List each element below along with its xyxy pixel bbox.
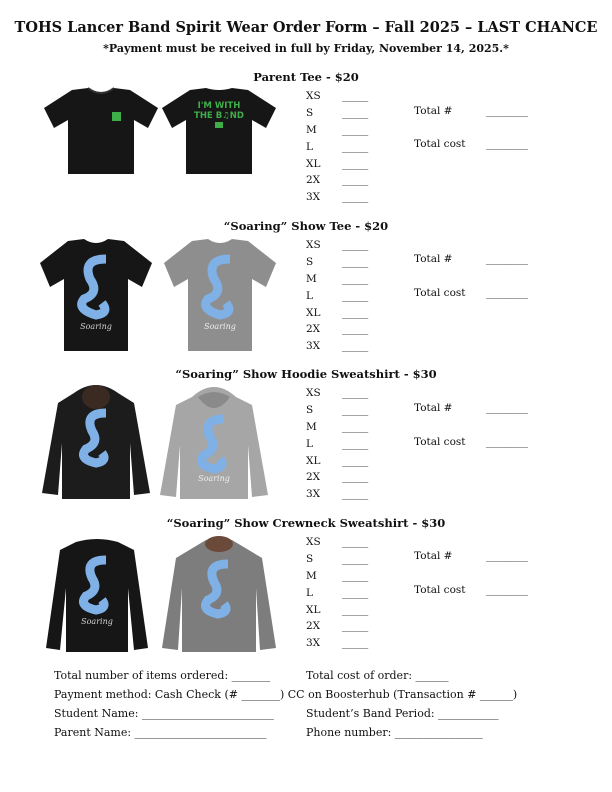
total-qty xyxy=(414,550,528,562)
total-cost-field[interactable]: ________ xyxy=(486,138,528,150)
lancer-logo-icon xyxy=(112,112,121,121)
size-label: XL xyxy=(306,306,321,319)
soaring-hoodie-gray-image xyxy=(158,383,270,501)
size-row-xl xyxy=(306,155,382,172)
total-cost-field[interactable]: ________ xyxy=(486,287,528,299)
size-quantity-field[interactable]: _____ xyxy=(342,174,369,187)
soaring-art-text: Soaring xyxy=(198,474,230,483)
size-list xyxy=(306,534,382,652)
product-title: Parent Tee - $20 xyxy=(253,70,359,84)
size-list xyxy=(306,385,382,503)
size-label: L xyxy=(306,140,313,153)
size-quantity-field[interactable]: _____ xyxy=(342,553,369,566)
size-row-s xyxy=(306,105,382,122)
size-row-3x xyxy=(306,635,382,652)
product-soaring-crewneck xyxy=(0,516,612,666)
total-cost-label: Total cost xyxy=(414,138,466,150)
size-label: 2X xyxy=(306,174,321,187)
size-label: 3X xyxy=(306,488,321,501)
size-quantity-field[interactable]: _____ xyxy=(342,289,369,302)
size-quantity-field[interactable]: _____ xyxy=(342,140,369,153)
size-quantity-field[interactable]: _____ xyxy=(342,637,369,650)
size-label: 2X xyxy=(306,620,321,633)
size-row-xl xyxy=(306,304,382,321)
size-label: XL xyxy=(306,603,321,616)
soaring-art-text: Soaring xyxy=(80,322,112,331)
size-row-2x xyxy=(306,618,382,635)
size-quantity-field[interactable]: _____ xyxy=(342,90,369,103)
size-label: XS xyxy=(306,536,321,549)
size-label: S xyxy=(306,107,314,120)
soaring-crewneck-gray-image xyxy=(160,536,278,654)
size-label: S xyxy=(306,256,314,269)
size-quantity-field[interactable]: _____ xyxy=(342,454,369,467)
total-cost-field[interactable]: ________ xyxy=(486,436,528,448)
size-row-xs xyxy=(306,534,382,551)
size-row-xl xyxy=(306,601,382,618)
soaring-art-text: Soaring xyxy=(81,617,113,626)
total-qty xyxy=(414,105,528,117)
size-row-3x xyxy=(306,189,382,206)
size-label: XS xyxy=(306,239,321,252)
size-label: L xyxy=(306,586,313,599)
total-qty-field[interactable]: ________ xyxy=(486,550,528,562)
soaring-tee-gray-image xyxy=(162,237,278,353)
product-title: “Soaring” Show Crewneck Sweatshirt - $30 xyxy=(166,516,446,530)
total-cost-label: Total cost xyxy=(414,287,466,299)
product-parent-tee xyxy=(0,70,612,220)
size-row-l xyxy=(306,138,382,155)
total-cost-field[interactable]: ________ xyxy=(486,584,528,596)
form-title: TOHS Lancer Band Spirit Wear Order Form – Fall 2025 – LAST CHANCE xyxy=(14,19,598,36)
total-qty xyxy=(414,253,528,265)
size-quantity-field[interactable]: _____ xyxy=(342,272,369,285)
total-qty-label: Total # xyxy=(414,105,453,117)
size-row-2x xyxy=(306,321,382,338)
size-quantity-field[interactable]: _____ xyxy=(342,387,369,400)
size-row-xs xyxy=(306,88,382,105)
payment-deadline-note: *Payment must be received in full by Friday, November 14, 2025.* xyxy=(103,42,509,55)
soaring-tee-black-image xyxy=(38,237,154,353)
total-cost-label: Total cost xyxy=(414,436,466,448)
total-cost xyxy=(414,138,528,150)
size-quantity-field[interactable]: _____ xyxy=(342,239,369,252)
back-print-line-1: I'M WITH xyxy=(197,101,241,111)
size-label: S xyxy=(306,404,314,417)
size-quantity-field[interactable]: _____ xyxy=(342,437,369,450)
size-row-l xyxy=(306,435,382,452)
size-label: M xyxy=(306,420,317,433)
total-qty-field[interactable]: ________ xyxy=(486,105,528,117)
size-row-s xyxy=(306,402,382,419)
total-cost xyxy=(414,436,528,448)
size-quantity-field[interactable]: _____ xyxy=(342,420,369,433)
total-qty-field[interactable]: ________ xyxy=(486,253,528,265)
product-title: “Soaring” Show Hoodie Sweatshirt - $30 xyxy=(175,367,437,381)
size-row-m xyxy=(306,568,382,585)
size-row-xs xyxy=(306,385,382,402)
total-qty xyxy=(414,402,528,414)
size-row-m xyxy=(306,122,382,139)
total-cost xyxy=(414,584,528,596)
size-quantity-field[interactable]: _____ xyxy=(342,157,369,170)
size-label: XL xyxy=(306,157,321,170)
size-row-s xyxy=(306,551,382,568)
total-cost xyxy=(414,287,528,299)
product-title: “Soaring” Show Tee - $20 xyxy=(223,219,389,233)
size-quantity-field[interactable]: _____ xyxy=(342,488,369,501)
phone-number-field[interactable]: Phone number: ________________ xyxy=(306,726,483,739)
size-label: XL xyxy=(306,454,321,467)
parent-tee-front-image xyxy=(42,86,160,176)
size-label: 2X xyxy=(306,323,321,336)
product-soaring-hoodie xyxy=(0,367,612,517)
size-quantity-field[interactable]: _____ xyxy=(342,603,369,616)
size-label: M xyxy=(306,569,317,582)
size-quantity-field[interactable]: _____ xyxy=(342,569,369,582)
size-label: L xyxy=(306,289,313,302)
size-quantity-field[interactable]: _____ xyxy=(342,620,369,633)
size-quantity-field[interactable]: _____ xyxy=(342,404,369,417)
size-row-2x xyxy=(306,172,382,189)
size-row-l xyxy=(306,287,382,304)
size-quantity-field[interactable]: _____ xyxy=(342,306,369,319)
size-label: 3X xyxy=(306,637,321,650)
size-quantity-field[interactable]: _____ xyxy=(342,107,369,120)
size-quantity-field[interactable]: _____ xyxy=(342,340,369,353)
size-label: XS xyxy=(306,387,321,400)
size-label: 3X xyxy=(306,191,321,204)
payment-method-field[interactable]: Payment method: Cash Check (# _______) CC on Boosterhub (Transaction # ______) xyxy=(54,688,518,701)
size-list xyxy=(306,88,382,206)
size-label: 2X xyxy=(306,471,321,484)
size-quantity-field[interactable]: _____ xyxy=(342,586,369,599)
size-row-3x xyxy=(306,486,382,503)
size-quantity-field[interactable]: _____ xyxy=(342,123,369,136)
size-quantity-field[interactable]: _____ xyxy=(342,323,369,336)
size-quantity-field[interactable]: _____ xyxy=(342,191,369,204)
back-print-line-2: THE B♫ND xyxy=(194,111,244,121)
total-cost-label: Total cost xyxy=(414,584,466,596)
total-items-field[interactable]: Total number of items ordered: _______ xyxy=(54,669,271,682)
total-qty-label: Total # xyxy=(414,402,453,414)
total-qty-label: Total # xyxy=(414,253,453,265)
size-label: 3X xyxy=(306,340,321,353)
size-row-2x xyxy=(306,469,382,486)
soaring-crewneck-black-image xyxy=(44,538,150,654)
size-label: M xyxy=(306,123,317,136)
size-label: S xyxy=(306,553,314,566)
total-qty-label: Total # xyxy=(414,550,453,562)
size-label: M xyxy=(306,272,317,285)
size-label: L xyxy=(306,437,313,450)
size-row-xs xyxy=(306,237,382,254)
total-qty-field[interactable]: ________ xyxy=(486,402,528,414)
size-label: XS xyxy=(306,90,321,103)
band-period-field[interactable]: Student’s Band Period: ___________ xyxy=(306,707,499,720)
size-quantity-field[interactable]: _____ xyxy=(342,471,369,484)
size-row-s xyxy=(306,254,382,271)
soaring-art-text: Soaring xyxy=(204,322,236,331)
size-row-m xyxy=(306,419,382,436)
size-quantity-field[interactable]: _____ xyxy=(342,536,369,549)
size-row-m xyxy=(306,271,382,288)
student-name-field[interactable]: Student Name: ________________________ xyxy=(54,707,274,720)
size-row-3x xyxy=(306,338,382,355)
soaring-hoodie-black-image xyxy=(38,383,154,501)
size-list xyxy=(306,237,382,355)
total-order-cost-field[interactable]: Total cost of order: ______ xyxy=(306,669,449,682)
size-row-l xyxy=(306,584,382,601)
parent-name-field[interactable]: Parent Name: ________________________ xyxy=(54,726,267,739)
size-quantity-field[interactable]: _____ xyxy=(342,256,369,269)
size-row-xl xyxy=(306,452,382,469)
product-soaring-tee xyxy=(0,219,612,369)
parent-tee-back-image xyxy=(160,86,278,176)
